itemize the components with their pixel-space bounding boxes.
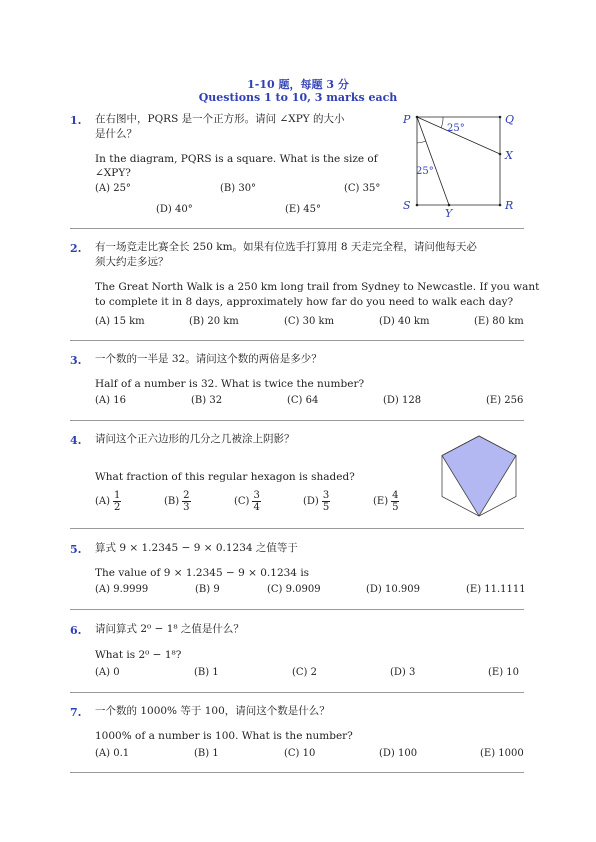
question-2-option-a[interactable]: (A) 15 km [95,316,145,327]
question-3-option-e[interactable]: (E) 256 [486,395,524,406]
question-2-option-b[interactable]: (B) 20 km [189,316,239,327]
question-6-number: 6. [70,624,82,637]
question-4-option-e[interactable] [373,490,399,513]
question-3-zh-line1: 一个数的一半是 32。请问这个数的两倍是多少？ [95,353,322,365]
label-s: S [403,199,411,212]
question-4-number: 4. [70,434,82,447]
fraction-denominator: 5 [322,502,330,513]
label-x: X [505,149,513,162]
divider [70,772,524,773]
angle-arc-left [417,141,426,143]
angle-label-left: 25° [416,166,434,177]
divider [70,340,524,341]
question-1-option-d[interactable]: (D) 40° [156,204,193,215]
fraction [252,490,260,513]
question-3-number: 3. [70,354,82,367]
question-5-option-b[interactable]: (B) 9 [195,584,220,595]
vertex-r [499,204,502,207]
question-4-zh-line1: 请问这个正六边形的几分之几被涂上阴影？ [95,433,295,445]
question-3-option-b[interactable]: (B) 32 [191,395,223,406]
divider [70,692,524,693]
fraction-numerator: 3 [253,490,260,501]
divider [70,420,524,421]
question-6-option-c[interactable]: (C) 2 [292,667,317,678]
question-1-number: 1. [70,114,82,127]
question-4-option-d[interactable] [303,490,330,513]
section-title-en: Questions 1 to 10, 3 marks each [198,91,398,104]
question-1-option-c[interactable]: (C) 35° [344,183,381,194]
fraction-denominator: 4 [253,502,260,513]
fraction-numerator: 3 [322,490,330,501]
segment-py [417,117,449,205]
question-5-zh-line1: 算式 9 × 1.2345 − 9 × 0.1234 之值等于 [95,542,298,554]
fraction [391,490,399,513]
question-4-option-a[interactable] [95,490,121,513]
question-2-option-e[interactable]: (E) 80 km [474,316,524,327]
fraction-numerator: 4 [392,490,399,501]
square-diagram [398,108,524,222]
option-label: (D) [303,496,319,507]
section-title-zh: 1-10 题，每题 3 分 [247,78,349,91]
question-1-zh-line1: 在右图中，PQRS 是一个正方形。请问 ∠XPY 的大小 [95,113,345,125]
question-2-zh-line1: 有一场竞走比赛全长 250 km。如果有位选手打算用 8 天走完全程，请问他每天必 [95,241,477,253]
question-3-en-line1: Half of a number is 32. What is twice the number? [95,378,365,390]
option-label: (E) [373,496,389,507]
question-4-option-b[interactable] [164,490,191,513]
question-1-en-line1: In the diagram, PQRS is a square. What is the size of [95,153,378,165]
fraction [322,490,330,513]
question-7-en-line1: 1000% of a number is 100. What is the number? [95,730,353,742]
question-3-option-d[interactable]: (D) 128 [383,395,422,406]
label-r: R [505,199,514,212]
question-5-en-line1: The value of 9 × 1.2345 − 9 × 0.1234 is [95,567,310,579]
question-2-option-d[interactable]: (D) 40 km [379,316,430,327]
question-3-option-a[interactable]: (A) 16 [95,395,126,406]
question-1-zh-line2: 是什么？ [95,128,137,140]
fraction-denominator: 2 [114,502,121,513]
question-4-en-line1: What fraction of this regular hexagon is shaded? [95,471,355,483]
question-7-number: 7. [70,706,82,719]
fraction-denominator: 5 [392,502,399,513]
divider [70,528,524,529]
question-5-option-d[interactable]: (D) 10.909 [366,584,420,595]
option-label: (B) [164,496,180,507]
vertex-p [416,116,419,119]
question-5-option-e[interactable]: (E) 11.1111 [466,584,526,595]
divider [70,228,524,229]
angle-arc-top [441,117,443,128]
question-2-en-line2: to complete it in 8 days, approximately how far do you need to walk each day? [95,296,514,308]
question-6-en-line1: What is 2⁰ − 1⁸? [95,649,182,661]
fraction [113,490,121,513]
label-y: Y [445,207,453,220]
fraction-numerator: 1 [114,490,121,501]
question-4-option-c[interactable] [234,490,261,513]
question-7-zh-line1: 一个数的 1000% 等于 100，请问这个数是什么？ [95,705,330,717]
question-2-option-c[interactable]: (C) 30 km [284,316,335,327]
question-5-option-a[interactable]: (A) 9.9999 [95,584,149,595]
question-3-option-c[interactable]: (C) 64 [287,395,319,406]
fraction-denominator: 3 [183,502,190,513]
question-1-en-line2: ∠XPY? [95,167,131,179]
hexagon-diagram [438,434,520,520]
question-1-option-a[interactable]: (A) 25° [95,183,131,194]
divider [70,609,524,610]
label-q: Q [505,113,515,126]
question-6-zh-line1: 请问算式 2⁰ − 1⁸ 之值是什么？ [95,623,244,635]
question-1-option-b[interactable]: (B) 30° [220,183,257,194]
question-2-number: 2. [70,242,82,255]
point-y [448,204,451,207]
label-p: P [403,113,411,126]
question-5-option-c[interactable]: (C) 9.0909 [267,584,321,595]
question-6-option-e[interactable]: (E) 10 [488,667,520,678]
question-6-option-b[interactable]: (B) 1 [194,667,219,678]
vertex-s [416,204,419,207]
question-7-option-e[interactable]: (E) 1000 [480,748,524,759]
point-x [499,153,502,156]
question-7-option-a[interactable]: (A) 0.1 [95,748,130,759]
question-2-zh-line2: 须大约走多远？ [95,256,169,268]
fraction [182,490,190,513]
question-7-option-c[interactable]: (C) 10 [284,748,316,759]
question-7-option-d[interactable]: (D) 100 [379,748,418,759]
fraction-numerator: 2 [183,490,190,501]
vertex-q [499,116,502,119]
question-5-number: 5. [70,543,82,556]
angle-label-top: 25° [447,123,465,134]
question-7-option-b[interactable]: (B) 1 [194,748,219,759]
shaded-region [442,436,516,516]
question-1-option-e[interactable]: (E) 45° [285,204,322,215]
question-6-option-d[interactable]: (D) 3 [390,667,416,678]
question-2-en-line1: The Great North Walk is a 250 km long trail from Sydney to Newcastle. If you want [95,281,540,293]
option-label: (A) [95,496,111,507]
option-label: (C) [234,496,250,507]
question-6-option-a[interactable]: (A) 0 [95,667,120,678]
